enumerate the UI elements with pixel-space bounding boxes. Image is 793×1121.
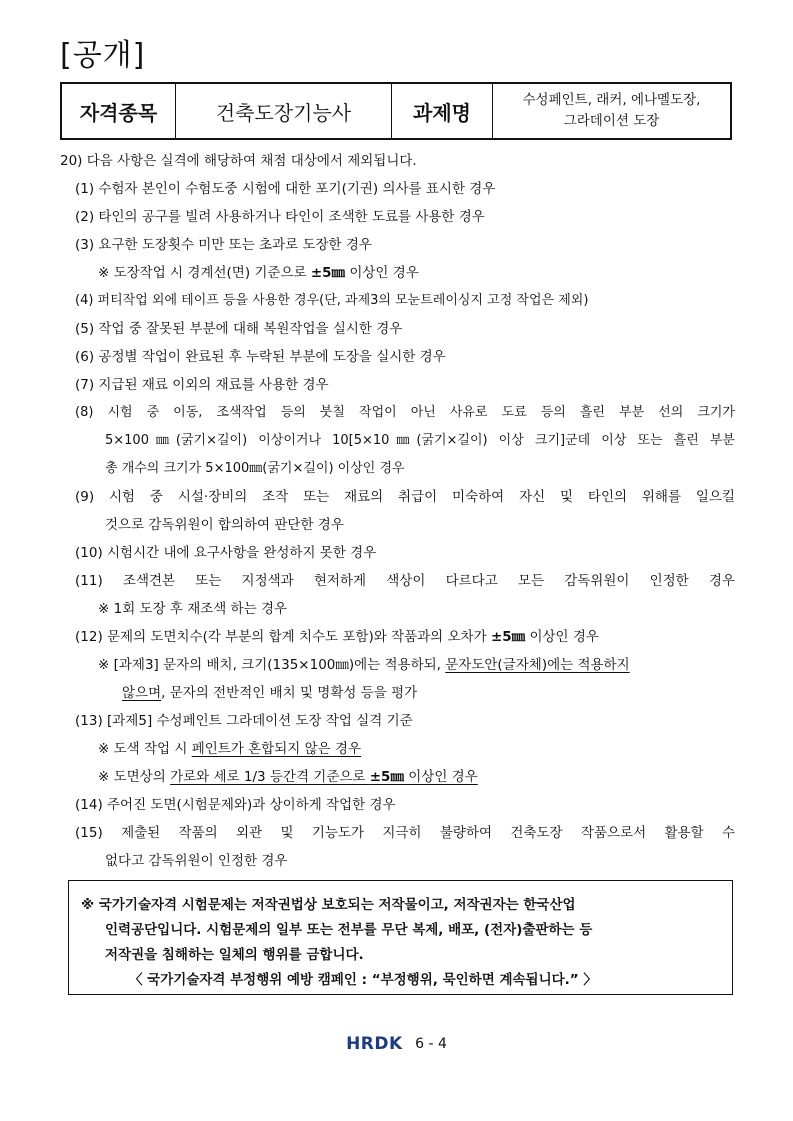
list-item: (13) [과제5] 수성페인트 그라데이션 도장 작업 실격 기준 [75,713,413,729]
list-item: (10) 시험시간 내에 요구사항을 완성하지 못한 경우 [75,545,377,561]
page-footer [0,1034,793,1054]
notice-line: 인력공단입니다. 시험문제의 일부 또는 전부를 무단 복제, 배포, (전자)출판하는 등 [105,922,593,938]
list-item-continued: 것으로 감독위원이 합의하여 판단한 경우 [105,517,344,533]
copyright-notice-box [68,880,733,995]
list-item: (15) 제출된 작품의 외관 및 기능도가 지극히 불량하여 건축도장 작품으로서 활용할 수 [75,825,735,841]
list-item: (8) 시험 중 이동, 조색작업 등의 붓칠 작업이 아닌 사유로 도료 등의 흘린 부분 선의 크기가 [75,405,735,420]
note-item: ※ 도장작업 시 경계선(면) 기준으로 ±5㎜ 이상인 경우 [98,265,419,281]
list-item-continued: 없다고 감독위원이 인정한 경우 [105,853,288,869]
qualification-label: 자격종목 [61,83,176,139]
notice-campaign: 〈 국가기술자격 부정행위 예방 캠페인 : “부정행위, 묵인하면 계속됩니다.” 〉 [129,972,597,988]
list-item: (7) 지급된 재료 이외의 재료를 사용한 경우 [75,377,329,393]
list-item: (14) 주어진 도면(시험문제와)과 상이하게 작업한 경우 [75,797,396,813]
list-item: (6) 공정별 작업이 완료된 후 누락된 부분에 도장을 실시한 경우 [75,349,446,365]
list-item: (5) 작업 중 잘못된 부분에 대해 복원작업을 실시한 경우 [75,321,403,337]
list-item: (9) 시험 중 시설·장비의 조작 또는 재료의 취급이 미숙하여 자신 및 타인의 위해를 일으킬 [75,489,735,505]
list-item-continued: 총 개수의 크기가 5×100㎜(굵기×길이) 이상인 경우 [105,461,405,476]
task-value-line1: 수성페인트, 래커, 에나멜도장, [522,92,701,108]
notice-line: ※ 국가기술자격 시험문제는 저작권법상 보호되는 저작물이고, 저작권자는 한국산업 [81,897,576,913]
list-item: (2) 타인의 공구를 빌려 사용하거나 타인이 조색한 도료를 사용한 경우 [75,209,485,225]
page-number: 6 - 4 [415,1036,447,1052]
list-item: (4) 퍼티작업 외에 테이프 등을 사용한 경우(단, 과제3의 모눈트레이싱지 고정 작업은 제외) [75,293,589,308]
list-item-continued: 5×100㎜(굵기×길이) 이상이거나 10[5×10㎜(굵기×길이) 이상 크기]군데 이상 또는 흘린 부분 [105,433,735,448]
note-item: ※ 도색 작업 시 페인트가 혼합되지 않은 경우 [98,741,362,757]
notice-line: 저작권을 침해하는 일체의 행위를 금합니다. [105,947,364,963]
task-label: 과제명 [392,83,493,139]
list-item: (12) 문제의 도면치수(각 부분의 합계 치수도 포함)와 작품과의 오차가 ±5㎜ 이상인 경우 [75,629,599,645]
task-value [493,83,732,139]
list-item: (1) 수험자 본인이 수험도중 시험에 대한 포기(기권) 의사를 표시한 경우 [75,181,496,197]
task-value-line2: 그라데이션 도장 [563,113,660,129]
note-item-continued: 않으며, 문자의 전반적인 배치 및 명확성 등을 평가 [122,685,418,701]
note-item: ※ 도면상의 가로와 세로 1/3 등간격 기준으로 ±5㎜ 이상인 경우 [98,769,478,785]
intro-text: 20) 다음 사항은 실격에 해당하여 채점 대상에서 제외됩니다. [60,153,417,169]
note-item: ※ [과제3] 문자의 배치, 크기(135×100㎜)에는 적용하되, 문자도안(글자체)에는 적용하지 [98,657,630,673]
list-item: (3) 요구한 도장횟수 미만 또는 초과로 도장한 경우 [75,237,372,253]
note-item: ※ 1회 도장 후 재조색 하는 경우 [98,601,288,617]
qualification-value: 건축도장기능사 [176,83,392,139]
disclosure-label: [공개] [60,38,146,73]
list-item: (11) 조색견본 또는 지정색과 현저하게 색상이 다르다고 모든 감독위원이 인정한 경우 [75,573,735,589]
hrdk-logo: HRDK [346,1034,403,1054]
info-table [60,82,732,140]
